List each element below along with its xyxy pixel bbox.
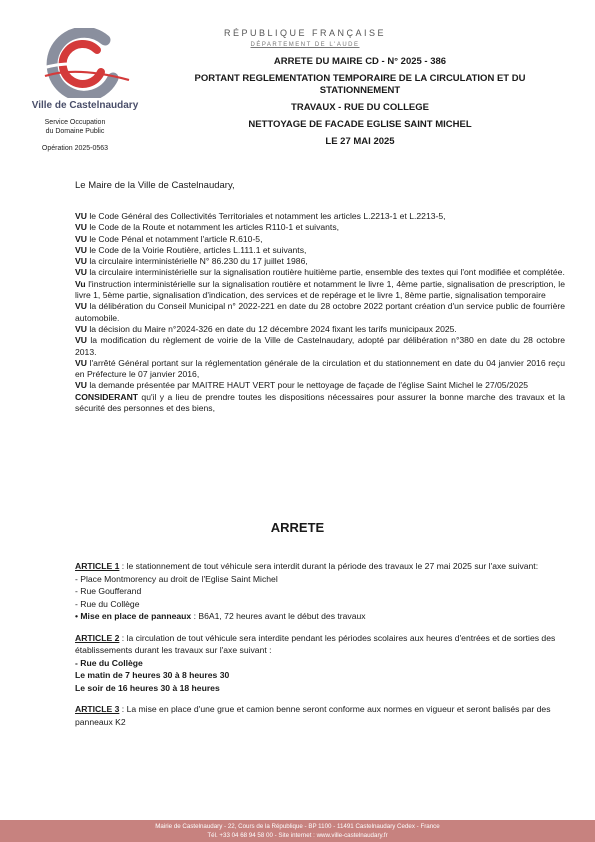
articles [75, 560, 565, 728]
vu-item: VU la circulaire interministérielle N° 86.230 du 17 juillet 1986, [75, 256, 308, 267]
vu-item: VU l'arrêté Général portant sur la réglementation générale de la circulation et du stationnement en date du 04 janvier 2016 reçu en Préfecture le 07 janvier 2016, [75, 357, 565, 380]
arrete-title-line: PORTANT REGLEMENTATION TEMPORAIRE DE LA CIRCULATION ET DU STATIONNEMENT [194, 73, 526, 96]
vu-item: VU le Code Pénal et notamment l'article R.610-5, [75, 233, 263, 244]
vu-item: VU la circulaire interministérielle sur la signalisation routière huitième partie, ensemble des textes qui l'ont modifiée et complétée. [75, 267, 565, 278]
panneaux-line: • Mise en place de panneaux : B6A1, 72 heures avant le début des travaux [75, 611, 366, 621]
article-2: ARTICLE 2 : la circulation de tout véhicule sera interdite pendant les périodes scolaires aux heures d'entrées et de sorties des établissements durant les travaux sur l'axe suivant : [75, 632, 556, 655]
vu-list [75, 211, 565, 414]
vu-item: VU la délibération du Conseil Municipal n° 2022-221 en date du 28 octobre 2022 portant création d'un service public de fourrière automobile. [75, 301, 565, 323]
page-footer [0, 820, 595, 842]
city-emblem-icon [35, 28, 135, 98]
footer-address: Mairie de Castelnaudary - 22, Cours de la République - BP 1100 - 11491 Castelnaudary Cedex - France [155, 823, 440, 830]
list-item: - Rue du Collège [75, 598, 140, 609]
arrete-header [165, 56, 555, 148]
arrete-date: LE 27 MAI 2025 [325, 136, 395, 147]
city-name: Ville de Castelnaudary [31, 100, 139, 111]
list-item: Le soir de 16 heures 30 à 18 heures [75, 682, 220, 693]
vu-item: VU la décision du Maire n°2024-326 en date du 12 décembre 2024 fixant les tarifs municipaux 2025. [75, 323, 457, 334]
footer-contact: Tél. +33 04 68 94 58 00 - Site internet : www.ville-castelnaudary.fr [207, 832, 388, 839]
travaux-line: TRAVAUX - RUE DU COLLEGE [291, 102, 429, 113]
service-label: Service Occupation du Domaine Public [44, 119, 106, 135]
nettoyage-line: NETTOYAGE DE FACADE EGLISE SAINT MICHEL [248, 119, 472, 130]
operation-number: Opération 2025-0563 [41, 145, 109, 152]
republique-heading: RÉPUBLIQUE FRANÇAISE [223, 28, 387, 38]
arrete-number: ARRETE DU MAIRE CD - N° 2025 - 386 [273, 56, 447, 67]
list-item: - Rue du Collège [75, 657, 143, 668]
vu-item: VU la demande présentée par MAITRE HAUT VERT pour le nettoyage de façade de l'église Saint Michel le 27/05/2025 [75, 380, 529, 391]
salutation: Le Maire de la Ville de Castelnaudary, [75, 180, 235, 191]
vu-item: VU la modification du règlement de voirie de la Ville de Castelnaudary, adopté par délibération n°380 en date du 28 octobre 2013. [75, 335, 565, 357]
vu-item: Vu l'instruction interministérielle sur la signalisation routière et notamment le livre 1, 4ème partie, signalisation de prescription, le livre 1, 5ème partie, signalisation d'indication, des services et de repérage et le livre 1, 8ème partie, signalisation temporaire [75, 278, 565, 301]
vu-item: VU le Code Général des Collectivités Territoriales et notamment les articles L.2213-1 et L.2213-5, [75, 211, 446, 221]
vu-item: CONSIDERANT qu'il y a lieu de prendre toutes les dispositions nécessaires pour assurer la bonne marche des travaux et la sécurité des personnes et des biens, [75, 391, 565, 414]
list-item: - Rue Goufferand [75, 586, 142, 596]
list-item: - Place Montmorency au droit de l'Eglise Saint Michel [75, 573, 278, 584]
city-logo [20, 28, 150, 111]
article-1: ARTICLE 1 : le stationnement de tout véhicule sera interdit durant la période des travaux le 27 mai 2025 sur l'axe suivant: [75, 561, 539, 571]
departement-heading: DÉPARTEMENT DE L'AUDE [250, 42, 360, 48]
vu-item: VU le Code de la Route et notamment les articles R110-1 et suivants, [75, 222, 340, 233]
article-3: ARTICLE 3 : La mise en place d'une grue et camion benne seront conforme aux normes en vigueur et seront balisés par des panneaux K2 [75, 704, 551, 727]
arrete-section-title: ARRETE [270, 520, 325, 535]
list-item: Le matin de 7 heures 30 à 8 heures 30 [75, 670, 230, 680]
vu-item: VU le Code de la Voirie Routière, articles L.111.1 et suivants, [75, 244, 307, 255]
